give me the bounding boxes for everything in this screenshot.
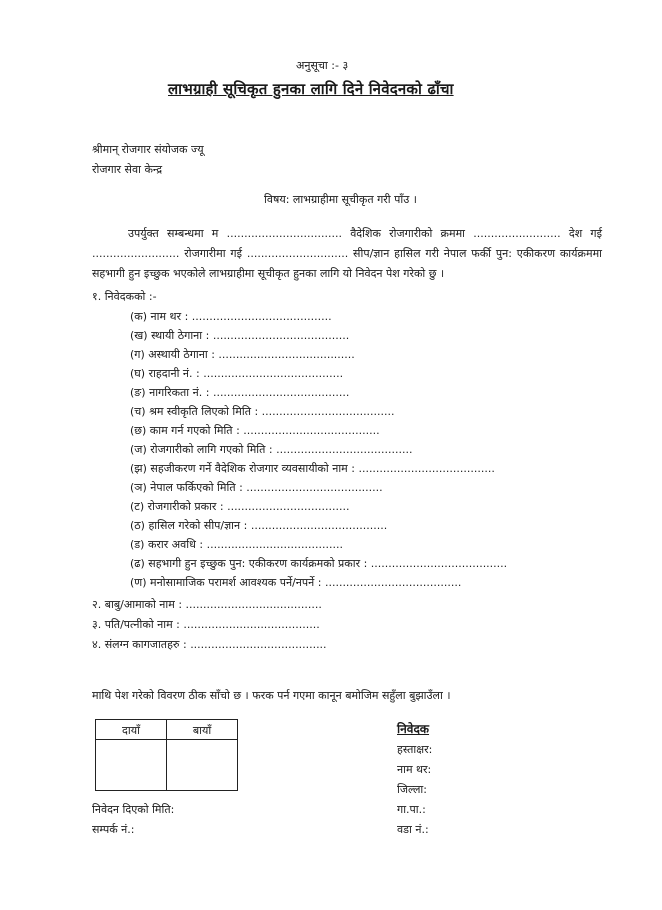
intro-paragraph: उपर्युक्त सम्बन्धमा म ................................. वैदेशिक रोजगारीको क्रममा ......................... देश गई ......................... रोजगारीमा गई ............................. सीप/ज्ञान हासिल गरी नेपाल फर्की पुन: एकीकरण कार्यक्रममा सहभागी हुन इच्छुक भएकोले लाभग्राहीमा सूचीकृत हुनका लागि यो निवेदन पेश गरेको छु । [92,227,602,280]
applicant-item-passport: (घ) राहदानी नं. : ........................................ [130,367,344,380]
applicant-item-agency-name: (झ) सहजीकरण गर्ने वैदेशिक रोजगार व्यवसायीको नाम : ....................................... [130,462,495,475]
applicant-item-name: (क) नाम थर : ........................................ [130,310,332,323]
right-thumb-box [96,740,167,791]
applicant-item-program-type: (ढ) सहभागी हुन इच्छुक पुन: एकीकरण कार्यक्रमको प्रकार : ....................................... [130,557,508,570]
application-date-label: निवेदन दिएको मिति: [92,803,175,816]
applicant-item-citizenship: (ङ) नागरिकता नं. : ....................................... [130,386,350,399]
applicant-item-contract-period: (ड) करार अवधि : ....................................... [130,538,343,551]
page-title: लाभग्राही सूचिकृत हुनका लागि दिने निवेदनको ढाँचा [168,80,454,98]
addressee-line-2: रोजगार सेवा केन्द्र [92,163,163,176]
left-thumb-label: बायाँ [167,720,238,740]
declaration-text: माथि पेश गरेको विवरण ठीक साँचो छ । फरक पर्न गएमा कानून बमोजिम सहुँला बुझाउँला । [92,689,451,702]
applicant-item-work-departure-date: (छ) काम गर्न गएको मिति : ....................................... [130,424,380,437]
applicant-item-return-date: (ञ) नेपाल फर्किएको मिति : ....................................... [130,481,383,494]
section-3-spouse: ३. पति/पत्नीको नाम : ....................................... [92,618,320,631]
applicant-signature-field: हस्ताक्षर: [397,743,433,756]
right-thumb-label: दायाँ [96,720,167,740]
contact-number-label: सम्पर्क नं.: [92,823,135,836]
applicant-district-field: जिल्ला: [397,783,427,796]
left-thumb-box [167,740,238,791]
applicant-municipality-field: गा.पा.: [397,803,426,816]
applicant-item-counseling-need: (ण) मनोसामाजिक परामर्श आवश्यक पर्ने/नपर्ने : ....................................... [130,576,462,589]
applicant-name-field: नाम थर: [397,763,432,776]
applicant-block-title: निवेदक [397,722,430,736]
section-2-parents: २. बाबु/आमाको नाम : ....................................... [92,598,322,611]
subject-line: विषय: लाभग्राहीमा सूचीकृत गरी पाँउ । [264,193,417,206]
section-1-heading: १. निवेदकको :- [92,290,157,303]
addressee-line-1: श्रीमान् रोजगार संयोजक ज्यू [92,143,204,156]
applicant-item-employment-type: (ट) रोजगारीको प्रकार : ................................... [130,500,350,513]
applicant-item-temporary-address: (ग) अस्थायी ठेगाना : ....................................... [130,348,355,361]
annex-label: अनुसूचा :- ३ [296,59,349,72]
applicant-item-permanent-address: (ख) स्थायी ठेगाना : ....................................... [130,329,350,342]
applicant-item-employment-departure-date: (ज) रोजगारीको लागि गएको मिति : ....................................... [130,443,413,456]
applicant-ward-field: वडा नं.: [397,823,429,836]
section-4-attachments: ४. संलग्न कागजातहरु : ....................................... [92,638,327,651]
thumbprint-table [95,719,238,791]
applicant-item-labor-permit-date: (च) श्रम स्वीकृति लिएको मिति : ...................................... [130,405,395,418]
applicant-item-skill: (ठ) हासिल गरेको सीप/ज्ञान : ....................................... [130,519,388,532]
